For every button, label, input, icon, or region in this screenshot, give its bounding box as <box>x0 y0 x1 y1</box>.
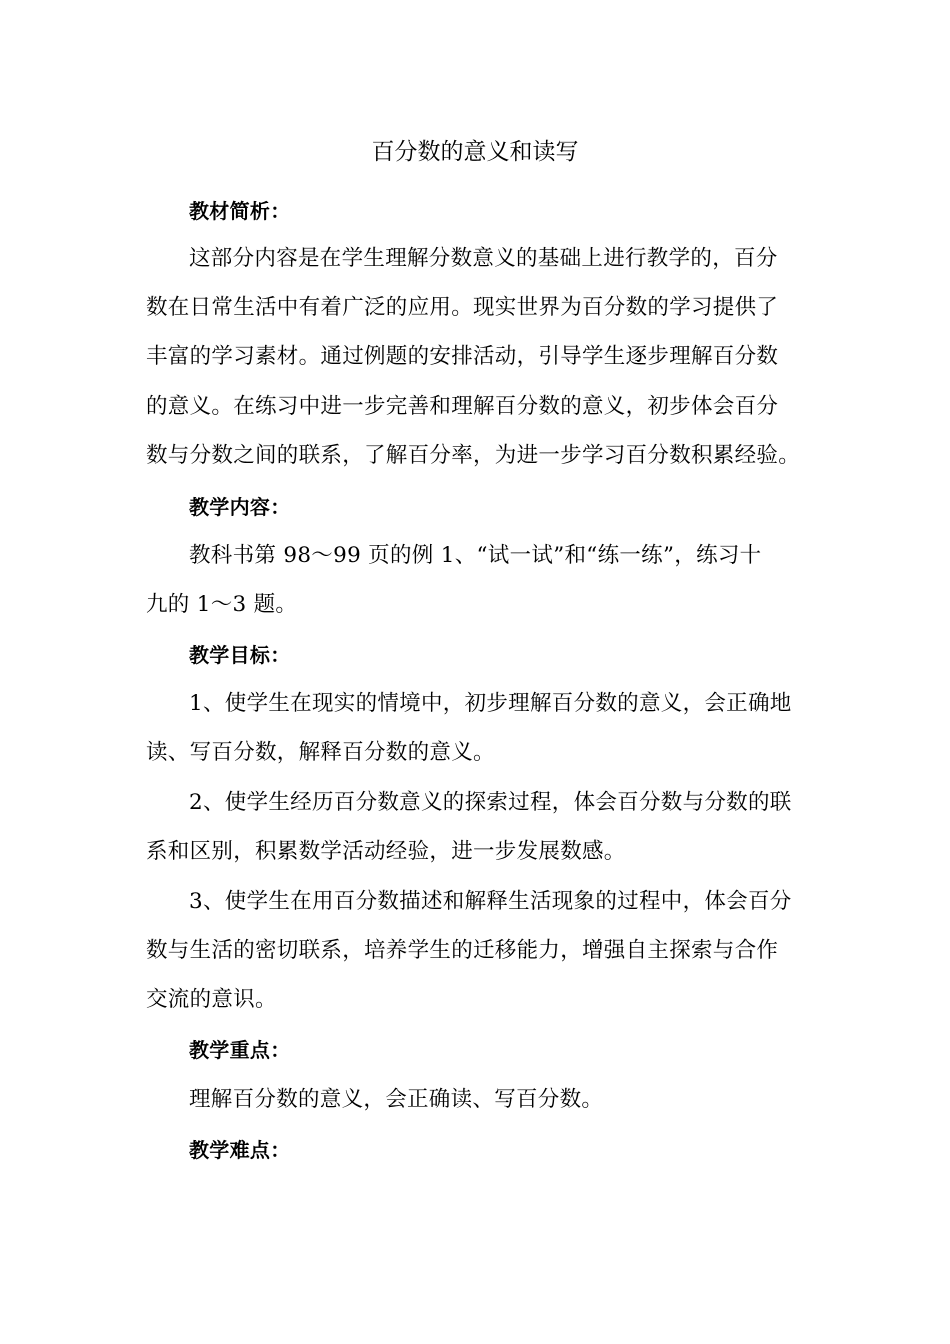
goals-heading: 教学目标： <box>189 643 291 667</box>
content-line-1: 教科书第 98～99 页的例 1、“试一试”和“练一练”，练习十 <box>189 543 762 568</box>
goal-1-line-2: 读、写百分数，解释百分数的意义。 <box>146 740 495 765</box>
content-line-2: 九的 1～3 题。 <box>146 592 298 617</box>
key-points-line-1: 理解百分数的意义，会正确读、写百分数。 <box>189 1087 604 1112</box>
goal-3-line-3: 交流的意识。 <box>146 987 277 1012</box>
key-points-heading: 教学重点： <box>189 1038 291 1062</box>
goal-3-line-1: 3、使学生在用百分数描述和解释生活现象的过程中，体会百分 <box>189 889 792 914</box>
goal-3-line-2: 数与生活的密切联系，培养学生的迁移能力，增强自主探索与合作 <box>146 938 779 963</box>
material-line-2: 数在日常生活中有着广泛的应用。现实世界为百分数的学习提供了 <box>146 295 779 320</box>
material-line-4: 的意义。在练习中进一步完善和理解百分数的意义，初步体会百分 <box>146 394 779 419</box>
goal-2-line-1: 2、使学生经历百分数意义的探索过程，体会百分数与分数的联 <box>189 790 792 815</box>
goal-2-line-2: 系和区别，积累数学活动经验，进一步发展数感。 <box>146 839 626 864</box>
material-line-1: 这部分内容是在学生理解分数意义的基础上进行教学的，百分 <box>189 246 778 271</box>
difficulties-heading: 教学难点： <box>189 1138 291 1162</box>
document-title: 百分数的意义和读写 <box>371 139 579 165</box>
content-heading: 教学内容： <box>189 495 291 519</box>
material-line-3: 丰富的学习素材。通过例题的安排活动，引导学生逐步理解百分数 <box>146 344 779 369</box>
material-heading: 教材简析： <box>189 199 291 223</box>
material-line-5: 数与分数之间的联系，了解百分率，为进一步学习百分数积累经验。 <box>146 443 801 468</box>
goal-1-line-1: 1、使学生在现实的情境中，初步理解百分数的意义，会正确地 <box>189 691 792 716</box>
